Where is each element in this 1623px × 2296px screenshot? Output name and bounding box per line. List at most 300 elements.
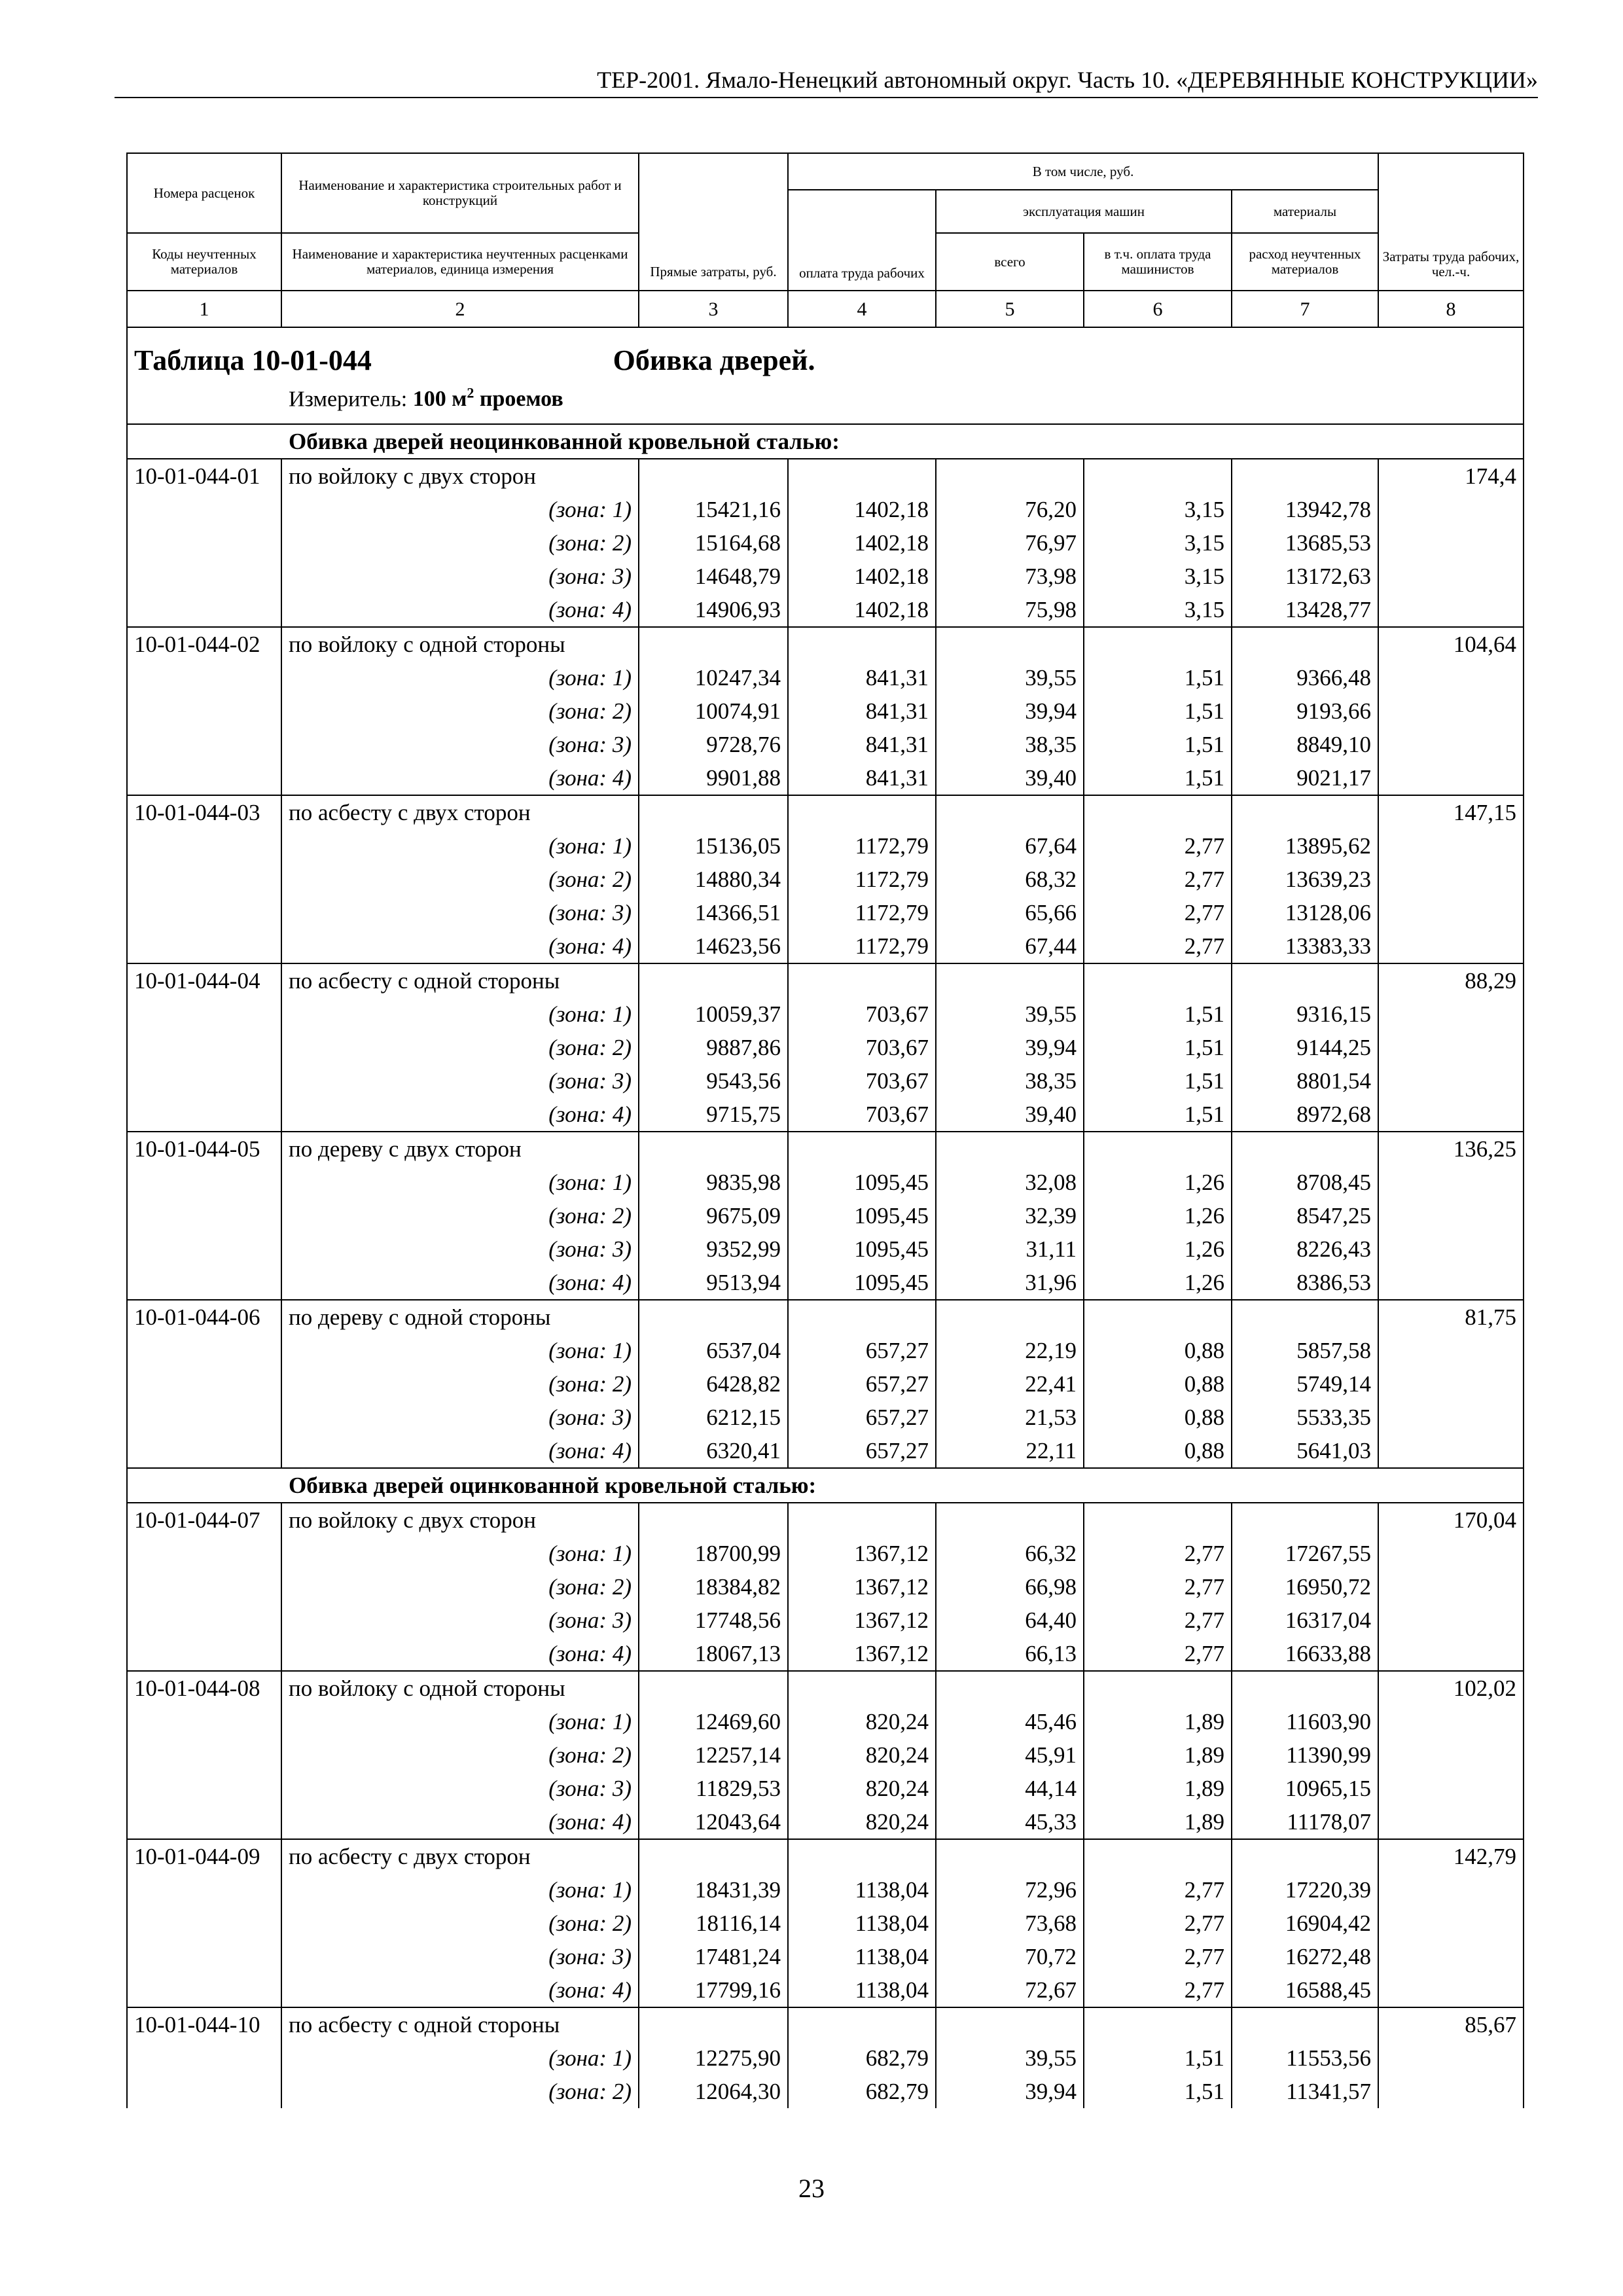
direct-cost-cell: 10059,37 — [639, 997, 788, 1031]
machines-cell: 31,96 — [936, 1266, 1084, 1300]
section-title: Обивка дверей оцинкованной кровельной сталью: — [127, 1468, 1524, 1503]
zone-row — [127, 1973, 1524, 2007]
wage-cell: 1402,18 — [788, 593, 936, 627]
section-title: Обивка дверей неоцинкованной кровельной сталью: — [127, 424, 1524, 459]
direct-cost-cell: 17748,56 — [639, 1604, 788, 1637]
zone-row — [127, 1940, 1524, 1973]
zone-row — [127, 593, 1524, 627]
machines-cell: 72,67 — [936, 1973, 1084, 2007]
direct-cost-cell: 14648,79 — [639, 560, 788, 593]
zone-label: (зона: 1) — [281, 1705, 639, 1738]
materials-cell: 11178,07 — [1232, 1805, 1378, 1839]
zone-row — [127, 1266, 1524, 1300]
empty-cell — [1378, 863, 1524, 896]
empty-cell — [936, 1503, 1084, 1537]
table-title-row — [127, 327, 1524, 424]
wage-cell: 1172,79 — [788, 929, 936, 963]
wage-cell: 657,27 — [788, 1434, 936, 1468]
machines-cell: 39,55 — [936, 997, 1084, 1031]
labor-cost-cell: 142,79 — [1378, 1839, 1524, 1873]
zone-label: (зона: 4) — [281, 1637, 639, 1671]
empty-cell — [788, 1300, 936, 1334]
col8-header: Затраты труда рабочих, чел.-ч. — [1378, 153, 1524, 291]
empty-cell — [1378, 694, 1524, 728]
zone-row — [127, 929, 1524, 963]
wage-cell: 703,67 — [788, 1031, 936, 1064]
direct-cost-cell: 9715,75 — [639, 1098, 788, 1132]
empty-cell — [1378, 761, 1524, 795]
empty-cell — [1232, 963, 1378, 997]
labor-cost-cell: 85,67 — [1378, 2007, 1524, 2041]
zone-row — [127, 1772, 1524, 1805]
empty-cell — [1378, 1537, 1524, 1570]
zone-label: (зона: 2) — [281, 1570, 639, 1604]
empty-cell — [1378, 1367, 1524, 1401]
machinist-wage-cell: 1,51 — [1084, 728, 1232, 761]
machinist-wage-cell: 1,51 — [1084, 661, 1232, 694]
machines-cell: 22,11 — [936, 1434, 1084, 1468]
wage-cell: 820,24 — [788, 1772, 936, 1805]
empty-cell — [1378, 593, 1524, 627]
materials-cell: 16588,45 — [1232, 1973, 1378, 2007]
empty-cell — [1378, 1031, 1524, 1064]
direct-cost-cell: 18116,14 — [639, 1907, 788, 1940]
empty-cell — [127, 997, 281, 1031]
machines-cell: 38,35 — [936, 728, 1084, 761]
col5-header: всего — [936, 233, 1084, 291]
machines-cell: 45,91 — [936, 1738, 1084, 1772]
machines-cell: 66,32 — [936, 1537, 1084, 1570]
empty-cell — [1232, 459, 1378, 493]
labor-cost-cell: 136,25 — [1378, 1132, 1524, 1166]
empty-cell — [127, 1805, 281, 1839]
machines-cell: 21,53 — [936, 1401, 1084, 1434]
work-name: по асбесту с двух сторон — [281, 795, 639, 829]
wage-cell: 1172,79 — [788, 829, 936, 863]
empty-cell — [1232, 795, 1378, 829]
machines-cell: 66,13 — [936, 1637, 1084, 1671]
empty-cell — [1084, 1503, 1232, 1537]
price-table — [126, 152, 1524, 2108]
zone-label: (зона: 2) — [281, 526, 639, 560]
zone-label: (зона: 4) — [281, 1973, 639, 2007]
empty-cell — [788, 459, 936, 493]
materials-cell: 8849,10 — [1232, 728, 1378, 761]
wage-cell: 1138,04 — [788, 1973, 936, 2007]
wage-cell: 1095,45 — [788, 1266, 936, 1300]
zone-label: (зона: 1) — [281, 997, 639, 1031]
empty-cell — [127, 694, 281, 728]
empty-cell — [127, 1401, 281, 1434]
running-header: ТЕР-2001. Ямало-Ненецкий автономный округ. Часть 10. «ДЕРЕВЯННЫЕ КОНСТРУКЦИИ» — [115, 65, 1538, 98]
empty-cell — [1378, 1805, 1524, 1839]
table-row — [127, 1503, 1524, 1537]
empty-cell — [1378, 560, 1524, 593]
machinist-wage-cell: 2,77 — [1084, 929, 1232, 963]
zone-label: (зона: 1) — [281, 2041, 639, 2075]
zone-label: (зона: 4) — [281, 1805, 639, 1839]
machinist-wage-cell: 1,51 — [1084, 2075, 1232, 2108]
empty-cell — [1378, 1334, 1524, 1367]
zone-row — [127, 1873, 1524, 1907]
machines-header: эксплуатация машин — [936, 190, 1232, 233]
empty-cell — [1232, 1132, 1378, 1166]
empty-cell — [788, 963, 936, 997]
empty-cell — [1378, 1907, 1524, 1940]
wage-cell: 841,31 — [788, 694, 936, 728]
empty-cell — [1232, 2007, 1378, 2041]
machinist-wage-cell: 0,88 — [1084, 1434, 1232, 1468]
rate-code: 10-01-044-06 — [127, 1300, 281, 1334]
direct-cost-cell: 6428,82 — [639, 1367, 788, 1401]
materials-cell: 13128,06 — [1232, 896, 1378, 929]
zone-label: (зона: 1) — [281, 829, 639, 863]
machines-cell: 73,68 — [936, 1907, 1084, 1940]
page-number: 23 — [798, 2174, 825, 2203]
machines-cell: 76,97 — [936, 526, 1084, 560]
rate-code: 10-01-044-04 — [127, 963, 281, 997]
direct-cost-cell: 14623,56 — [639, 929, 788, 963]
direct-cost-cell: 15164,68 — [639, 526, 788, 560]
zone-row — [127, 761, 1524, 795]
empty-cell — [1232, 1671, 1378, 1705]
direct-cost-cell: 6212,15 — [639, 1401, 788, 1434]
machines-cell: 39,40 — [936, 1098, 1084, 1132]
materials-cell: 8801,54 — [1232, 1064, 1378, 1098]
zone-row — [127, 2075, 1524, 2108]
direct-cost-cell: 14880,34 — [639, 863, 788, 896]
rate-code: 10-01-044-03 — [127, 795, 281, 829]
machinist-wage-cell: 0,88 — [1084, 1401, 1232, 1434]
empty-cell — [1378, 1064, 1524, 1098]
empty-cell — [127, 1334, 281, 1367]
zone-row — [127, 829, 1524, 863]
zone-label: (зона: 1) — [281, 1873, 639, 1907]
zone-row — [127, 2041, 1524, 2075]
empty-cell — [936, 459, 1084, 493]
machines-cell: 45,33 — [936, 1805, 1084, 1839]
materials-cell: 10965,15 — [1232, 1772, 1378, 1805]
empty-cell — [639, 963, 788, 997]
materials-cell: 5857,58 — [1232, 1334, 1378, 1367]
labor-cost-cell: 104,64 — [1378, 627, 1524, 661]
empty-cell — [127, 1098, 281, 1132]
machines-cell: 39,55 — [936, 2041, 1084, 2075]
empty-cell — [639, 795, 788, 829]
empty-cell — [127, 2041, 281, 2075]
direct-cost-cell: 18700,99 — [639, 1537, 788, 1570]
zone-row — [127, 1907, 1524, 1940]
empty-cell — [639, 459, 788, 493]
materials-cell: 9316,15 — [1232, 997, 1378, 1031]
work-name: по войлоку с двух сторон — [281, 459, 639, 493]
zone-row — [127, 1604, 1524, 1637]
machinist-wage-cell: 1,89 — [1084, 1738, 1232, 1772]
labor-cost-cell: 81,75 — [1378, 1300, 1524, 1334]
materials-cell: 8972,68 — [1232, 1098, 1378, 1132]
materials-cell: 9193,66 — [1232, 694, 1378, 728]
wage-cell: 703,67 — [788, 997, 936, 1031]
machines-cell: 39,55 — [936, 661, 1084, 694]
empty-cell — [639, 2007, 788, 2041]
empty-cell — [1084, 627, 1232, 661]
zone-label: (зона: 2) — [281, 863, 639, 896]
work-name: по асбесту с двух сторон — [281, 1839, 639, 1873]
empty-cell — [1378, 929, 1524, 963]
work-name: по асбесту с одной стороны — [281, 2007, 639, 2041]
direct-cost-cell: 15136,05 — [639, 829, 788, 863]
zone-label: (зона: 2) — [281, 1367, 639, 1401]
materials-cell: 13428,77 — [1232, 593, 1378, 627]
empty-cell — [1378, 1604, 1524, 1637]
empty-cell — [639, 627, 788, 661]
direct-cost-cell: 10074,91 — [639, 694, 788, 728]
zone-row — [127, 728, 1524, 761]
machinist-wage-cell: 2,77 — [1084, 1570, 1232, 1604]
wage-cell: 703,67 — [788, 1098, 936, 1132]
machines-cell: 44,14 — [936, 1772, 1084, 1805]
zone-label: (зона: 3) — [281, 896, 639, 929]
empty-cell — [936, 627, 1084, 661]
empty-cell — [1084, 1132, 1232, 1166]
wage-cell: 682,79 — [788, 2075, 936, 2108]
machinist-wage-cell: 2,77 — [1084, 1637, 1232, 1671]
materials-cell: 13172,63 — [1232, 560, 1378, 593]
zone-label: (зона: 2) — [281, 694, 639, 728]
empty-cell — [1232, 1839, 1378, 1873]
work-name: по войлоку с двух сторон — [281, 1503, 639, 1537]
col2-bottom-header: Наименование и характеристика неучтенных расценками материалов, единица измерения — [281, 233, 639, 291]
machines-cell: 75,98 — [936, 593, 1084, 627]
empty-cell — [936, 2007, 1084, 2041]
measure-sup: 2 — [467, 385, 474, 401]
empty-cell — [1084, 459, 1232, 493]
empty-cell — [639, 1132, 788, 1166]
labor-cost-cell: 102,02 — [1378, 1671, 1524, 1705]
zone-row — [127, 1570, 1524, 1604]
empty-cell — [127, 1166, 281, 1199]
wage-cell: 841,31 — [788, 661, 936, 694]
empty-cell — [127, 1705, 281, 1738]
table-row — [127, 1132, 1524, 1166]
empty-cell — [639, 1503, 788, 1537]
work-name: по войлоку с одной стороны — [281, 1671, 639, 1705]
empty-cell — [127, 1537, 281, 1570]
machinist-wage-cell: 3,15 — [1084, 526, 1232, 560]
empty-cell — [1378, 997, 1524, 1031]
direct-cost-cell: 12064,30 — [639, 2075, 788, 2108]
wage-cell: 1095,45 — [788, 1199, 936, 1232]
machines-cell: 39,94 — [936, 1031, 1084, 1064]
materials-cell: 13383,33 — [1232, 929, 1378, 963]
materials-cell: 13639,23 — [1232, 863, 1378, 896]
direct-cost-cell: 14906,93 — [639, 593, 788, 627]
empty-cell — [936, 1839, 1084, 1873]
empty-cell — [788, 795, 936, 829]
zone-label: (зона: 3) — [281, 560, 639, 593]
materials-cell: 16317,04 — [1232, 1604, 1378, 1637]
zone-row — [127, 1434, 1524, 1468]
wage-cell: 1367,12 — [788, 1570, 936, 1604]
zone-row — [127, 1705, 1524, 1738]
machinist-wage-cell: 1,26 — [1084, 1232, 1232, 1266]
empty-cell — [1378, 1973, 1524, 2007]
direct-cost-cell: 6320,41 — [639, 1434, 788, 1468]
empty-cell — [127, 593, 281, 627]
materials-cell: 11341,57 — [1232, 2075, 1378, 2108]
empty-cell — [127, 863, 281, 896]
materials-cell: 8547,25 — [1232, 1199, 1378, 1232]
rate-code: 10-01-044-05 — [127, 1132, 281, 1166]
zone-row — [127, 1805, 1524, 1839]
empty-cell — [127, 493, 281, 526]
empty-cell — [1378, 1705, 1524, 1738]
machines-cell: 65,66 — [936, 896, 1084, 929]
materials-cell: 11603,90 — [1232, 1705, 1378, 1738]
direct-cost-cell: 18384,82 — [639, 1570, 788, 1604]
materials-cell: 9366,48 — [1232, 661, 1378, 694]
materials-cell: 8386,53 — [1232, 1266, 1378, 1300]
machines-cell: 67,64 — [936, 829, 1084, 863]
zone-label: (зона: 1) — [281, 661, 639, 694]
zone-label: (зона: 2) — [281, 1031, 639, 1064]
col-number: 8 — [1378, 291, 1524, 327]
zone-row — [127, 560, 1524, 593]
zone-label: (зона: 4) — [281, 593, 639, 627]
empty-cell — [127, 929, 281, 963]
zone-label: (зона: 3) — [281, 1401, 639, 1434]
labor-cost-cell: 147,15 — [1378, 795, 1524, 829]
empty-cell — [127, 1367, 281, 1401]
direct-cost-cell: 14366,51 — [639, 896, 788, 929]
empty-cell — [127, 1434, 281, 1468]
empty-cell — [127, 896, 281, 929]
empty-cell — [127, 829, 281, 863]
direct-cost-cell: 12469,60 — [639, 1705, 788, 1738]
col-number: 4 — [788, 291, 936, 327]
empty-cell — [1378, 728, 1524, 761]
labor-cost-cell: 174,4 — [1378, 459, 1524, 493]
materials-cell: 16633,88 — [1232, 1637, 1378, 1671]
empty-cell — [127, 1738, 281, 1772]
zone-row — [127, 896, 1524, 929]
labor-cost-cell: 88,29 — [1378, 963, 1524, 997]
empty-cell — [1378, 1738, 1524, 1772]
machines-cell: 70,72 — [936, 1940, 1084, 1973]
empty-cell — [127, 1064, 281, 1098]
machines-cell: 76,20 — [936, 493, 1084, 526]
materials-cell: 11553,56 — [1232, 2041, 1378, 2075]
machines-cell: 39,94 — [936, 2075, 1084, 2108]
machinist-wage-cell: 1,51 — [1084, 694, 1232, 728]
empty-cell — [936, 1300, 1084, 1334]
zone-label: (зона: 4) — [281, 929, 639, 963]
direct-cost-cell: 9887,86 — [639, 1031, 788, 1064]
machines-cell: 32,39 — [936, 1199, 1084, 1232]
empty-cell — [1378, 2041, 1524, 2075]
empty-cell — [127, 1266, 281, 1300]
direct-cost-cell: 12043,64 — [639, 1805, 788, 1839]
direct-cost-cell: 17799,16 — [639, 1973, 788, 2007]
wage-cell: 841,31 — [788, 728, 936, 761]
empty-cell — [788, 2007, 936, 2041]
section-title-row — [127, 1468, 1524, 1503]
zone-row — [127, 863, 1524, 896]
machinist-wage-cell: 2,77 — [1084, 863, 1232, 896]
table-body — [127, 327, 1524, 2108]
empty-cell — [127, 761, 281, 795]
zone-row — [127, 661, 1524, 694]
materials-cell: 13895,62 — [1232, 829, 1378, 863]
col-number: 5 — [936, 291, 1084, 327]
section-title-row — [127, 424, 1524, 459]
zone-row — [127, 1738, 1524, 1772]
col4-header: оплата труда рабочих — [788, 190, 936, 291]
materials-cell: 16272,48 — [1232, 1940, 1378, 1973]
wage-cell: 1367,12 — [788, 1604, 936, 1637]
rate-code: 10-01-044-01 — [127, 459, 281, 493]
col2-top-header: Наименование и характеристика строительных работ и конструкций — [281, 153, 639, 233]
wage-cell: 1095,45 — [788, 1232, 936, 1266]
empty-cell — [127, 2075, 281, 2108]
machinist-wage-cell: 3,15 — [1084, 493, 1232, 526]
empty-cell — [1378, 2075, 1524, 2108]
empty-cell — [1084, 1839, 1232, 1873]
empty-cell — [127, 661, 281, 694]
wage-cell: 657,27 — [788, 1401, 936, 1434]
empty-cell — [127, 1232, 281, 1266]
work-name: по дереву с двух сторон — [281, 1132, 639, 1166]
col3-header: Прямые затраты, руб. — [639, 153, 788, 291]
zone-row — [127, 1064, 1524, 1098]
empty-cell — [1378, 1637, 1524, 1671]
direct-cost-cell: 17481,24 — [639, 1940, 788, 1973]
direct-cost-cell: 9675,09 — [639, 1199, 788, 1232]
direct-cost-cell: 12275,90 — [639, 2041, 788, 2075]
materials-cell: 5749,14 — [1232, 1367, 1378, 1401]
empty-cell — [1378, 1232, 1524, 1266]
empty-cell — [127, 1604, 281, 1637]
machinist-wage-cell: 2,77 — [1084, 1537, 1232, 1570]
labor-cost-cell: 170,04 — [1378, 1503, 1524, 1537]
wage-cell: 1138,04 — [788, 1873, 936, 1907]
machines-cell: 32,08 — [936, 1166, 1084, 1199]
machinist-wage-cell: 2,77 — [1084, 1973, 1232, 2007]
empty-cell — [1378, 1570, 1524, 1604]
zone-row — [127, 1637, 1524, 1671]
measure-line — [134, 379, 1516, 414]
direct-cost-cell: 9543,56 — [639, 1064, 788, 1098]
zone-label: (зона: 3) — [281, 1772, 639, 1805]
materials-cell: 11390,99 — [1232, 1738, 1378, 1772]
direct-cost-cell: 9728,76 — [639, 728, 788, 761]
direct-cost-cell: 9352,99 — [639, 1232, 788, 1266]
wage-cell: 820,24 — [788, 1805, 936, 1839]
empty-cell — [936, 795, 1084, 829]
empty-cell — [639, 1300, 788, 1334]
table-row — [127, 1300, 1524, 1334]
machinist-wage-cell: 1,89 — [1084, 1805, 1232, 1839]
zone-row — [127, 1232, 1524, 1266]
direct-cost-cell: 18067,13 — [639, 1637, 788, 1671]
direct-cost-cell: 11829,53 — [639, 1772, 788, 1805]
col-number: 7 — [1232, 291, 1378, 327]
empty-cell — [127, 1570, 281, 1604]
materials-cell: 13685,53 — [1232, 526, 1378, 560]
zone-label: (зона: 4) — [281, 1434, 639, 1468]
empty-cell — [936, 1132, 1084, 1166]
machines-cell: 68,32 — [936, 863, 1084, 896]
